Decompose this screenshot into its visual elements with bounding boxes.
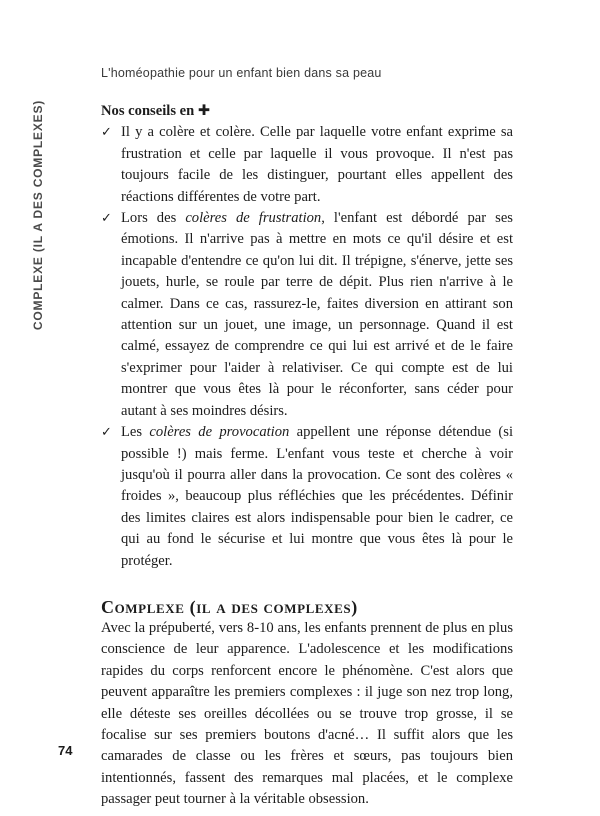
tips-heading: [101, 100, 513, 122]
tips-heading-text: Nos conseils en: [101, 103, 195, 119]
tip-emphasis: colères de frustration: [185, 210, 322, 227]
page-content: [101, 100, 513, 811]
section-heading: Complexe (il a des complexes): [101, 596, 358, 617]
page-number: 74: [58, 743, 73, 758]
tip-intro: Lors des: [121, 210, 186, 227]
section-body: Avec la prépuberté, vers 8-10 ans, les enfants prennent de plus en plus conscience de leur apparence. L'adolescence et les modifications rapides du corps renforcent encore le phénomène. C'est alors que peuvent apparaître les premiers complexes : il juge son nez trop long, elle déteste ses oreilles décollées ou se trouve trop grosse, il se focalise sur ses premiers boutons d'acné… Il suffit alors que les camarades de classe ou les frères et sœurs, pas toujours bien intentionnés, fassent des remarques mal placées, et le complexe passager peut tourner à la véritable obsession.: [101, 619, 513, 808]
tip-text: appellent une réponse détendue (si possible !) mais ferme. L'enfant vous teste et cherche à voir jusqu'où il pourra aller dans la provocation. Ce sont des colères « froides », beaucoup plus réfléchies que les précédentes. Définir des limites claires est alors indispensable pour bien le cadrer, ce qui au fond le sécurise et lui montre que vous êtes là pour le protéger.: [121, 424, 514, 569]
tips-list: [101, 122, 513, 572]
plus-icon: ✚: [197, 102, 211, 119]
checkmark-icon: ✓: [101, 211, 112, 227]
tip-item: [101, 422, 513, 572]
tip-intro: Les: [121, 424, 150, 441]
running-head: L'homéopathie pour un enfant bien dans sa peau: [101, 66, 382, 80]
side-chapter-label: COMPLEXE (IL A DES COMPLEXES): [31, 99, 45, 331]
side-chapter-tab: [22, 100, 54, 330]
tip-emphasis: colères de provocation: [149, 424, 290, 441]
checkmark-icon: ✓: [101, 425, 112, 441]
tip-item: [101, 208, 513, 422]
tip-text: Il y a colère et colère. Celle par laquelle votre enfant exprime sa frustration et celle par laquelle il vous provoque. Il n'est pas toujours facile de les distinguer, pourtant elles appellent des réactions différentes de votre part.: [121, 124, 513, 205]
tip-item: [101, 122, 513, 208]
tip-text: , l'enfant est débordé par ses émotions. Il n'arrive pas à mettre en mots ce qu'il désire et est incapable d'entendre ce qu'on lui dit. Il trépigne, s'énerve, jette ses jouets, hurle, se roule par terre de dépit. Plus rien n'arrive à le calmer. Dans ce cas, rassurez-le, faites diversion en attirant son attention sur un jouet, une image, un personnage. Quand il est calmé, essayez de comprendre ce qui lui est arrivé et de le faire s'exprimer pour l'aider à relativiser. Ce qui compte est de lui montrer que vous êtes là pour le réconforter, sans céder pour autant à ses moindres désirs.: [121, 210, 513, 419]
checkmark-icon: ✓: [101, 125, 112, 141]
